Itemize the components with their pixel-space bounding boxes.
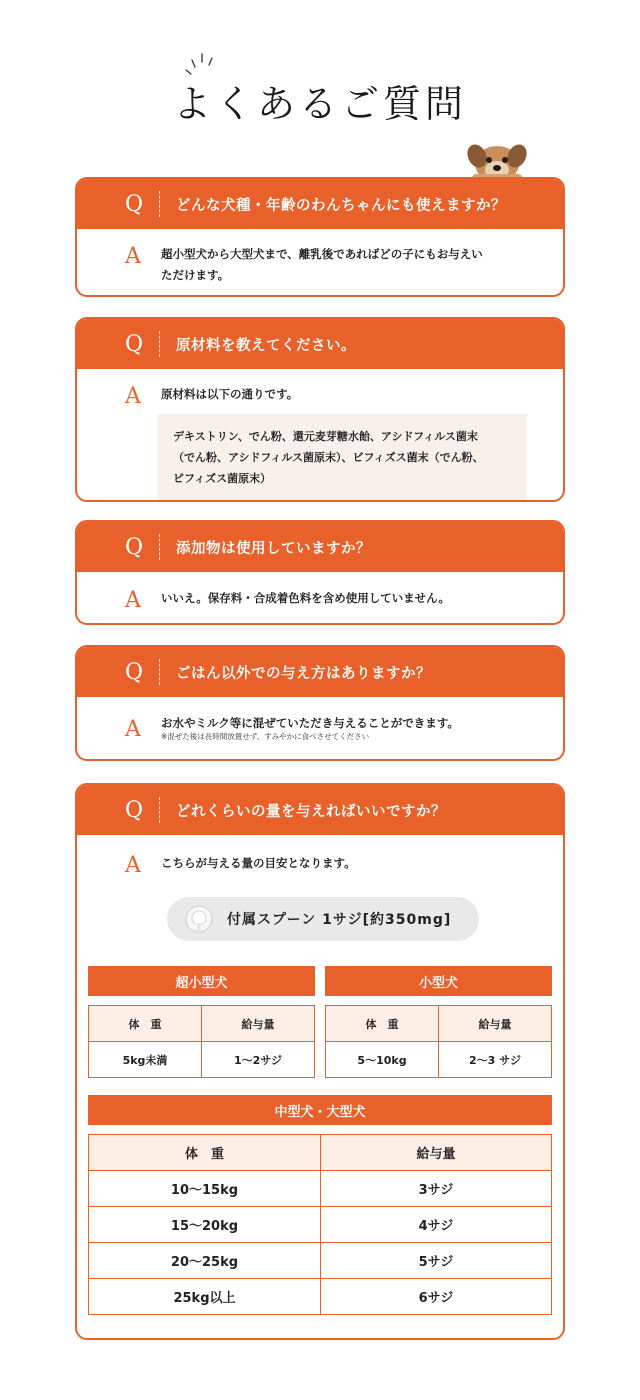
weight-cell: 25kg以上 xyxy=(89,1279,321,1315)
faq-item-3 xyxy=(75,520,565,625)
col-header-amount: 給与量 xyxy=(439,1006,552,1042)
a-label: A xyxy=(125,717,141,742)
answer-row xyxy=(77,853,563,877)
a-label: A xyxy=(125,588,141,613)
answer-row xyxy=(77,713,563,742)
answer-line: ただけます。 xyxy=(161,268,230,282)
page-title: よくあるご質問 xyxy=(172,82,467,126)
feeding-table-medium-large xyxy=(88,1134,552,1315)
divider xyxy=(159,331,160,357)
amount-cell: 1～2サジ xyxy=(202,1042,315,1078)
faq-item-1 xyxy=(75,177,565,297)
a-label: A xyxy=(125,244,141,269)
feeding-table-ultra-small xyxy=(88,1005,315,1078)
table-row xyxy=(89,1207,552,1243)
amount-cell: 5サジ xyxy=(321,1243,552,1279)
a-label: A xyxy=(125,853,141,878)
col-header-amount: 給与量 xyxy=(202,1006,315,1042)
weight-cell: 20～25kg xyxy=(89,1243,321,1279)
q-label: Q xyxy=(125,797,144,823)
faq-item-4 xyxy=(75,645,565,761)
a-label: A xyxy=(125,384,141,409)
answer-text: こちらが与える量の目安となります。 xyxy=(161,856,356,870)
amount-cell: 4サジ xyxy=(321,1207,552,1243)
amount-cell: 2～3 サジ xyxy=(439,1042,552,1078)
ingredients-box xyxy=(157,414,527,501)
faq-item-5 xyxy=(75,783,565,1340)
question-text: どれくらいの量を与えればいいですか？ xyxy=(176,803,446,820)
amount-cell: 6サジ xyxy=(321,1279,552,1315)
table-title-medium-large: 中型犬・大型犬 xyxy=(88,1095,552,1125)
answer-text: いいえ。保存料・合成着色料を含め使用していません。 xyxy=(161,591,450,605)
answer-row xyxy=(77,588,563,612)
feeding-table-small xyxy=(325,1005,552,1078)
q-label: Q xyxy=(125,191,144,217)
col-header-weight: 体 重 xyxy=(326,1006,439,1042)
answer-text: 原材料は以下の通りです。 xyxy=(161,387,299,401)
divider xyxy=(159,191,160,217)
col-header-amount: 給与量 xyxy=(321,1135,552,1171)
q-label: Q xyxy=(125,534,144,560)
question-text: どんな犬種・年齢のわんちゃんにも使えますか？ xyxy=(176,197,506,214)
answer-row xyxy=(77,384,563,408)
question-text: ごはん以外での与え方はありますか？ xyxy=(176,665,431,682)
question-bar[interactable] xyxy=(77,179,563,229)
question-text: 原材料を教えてください。 xyxy=(176,337,356,354)
table-row xyxy=(89,1279,552,1315)
answer-note: ※混ぜた後は長時間放置せず、すみやかに食べさせてください xyxy=(161,732,370,741)
divider xyxy=(159,797,160,823)
question-bar[interactable] xyxy=(77,785,563,835)
divider xyxy=(159,659,160,685)
table-row xyxy=(326,1042,552,1078)
question-bar[interactable] xyxy=(77,647,563,697)
answer-text xyxy=(161,244,483,286)
answer-line: お水やミルク等に混ぜていただき与えることができます。 xyxy=(161,716,459,730)
question-text: 添加物は使用していますか？ xyxy=(176,540,371,557)
answer-row xyxy=(77,244,563,286)
ingredients-line: ビフィズス菌原末） xyxy=(173,472,272,485)
question-bar[interactable] xyxy=(77,319,563,369)
col-header-weight: 体 重 xyxy=(89,1135,321,1171)
ingredients-line: デキストリン、でん粉、還元麦芽糖水飴、アシドフィルス菌末 xyxy=(173,430,478,443)
spoon-icon xyxy=(183,903,215,935)
col-header-weight: 体 重 xyxy=(89,1006,202,1042)
table-title-ultra-small: 超小型犬 xyxy=(88,966,315,996)
table-row xyxy=(89,1042,315,1078)
q-label: Q xyxy=(125,659,144,685)
table-title-small: 小型犬 xyxy=(325,966,552,996)
weight-cell: 10～15kg xyxy=(89,1171,321,1207)
weight-cell: 5kg未満 xyxy=(89,1042,202,1078)
ingredients-line: （でん粉、アシドフィルス菌原末）、ビフィズス菌末（でん粉、 xyxy=(173,451,484,464)
dog-peeking-image xyxy=(462,134,532,182)
spoon-label: 付属スプーン 1サジ[約350mg] xyxy=(227,912,452,928)
question-bar[interactable] xyxy=(77,522,563,572)
table-row xyxy=(89,1243,552,1279)
title-area xyxy=(0,48,640,128)
divider xyxy=(159,534,160,560)
weight-cell: 15～20kg xyxy=(89,1207,321,1243)
faq-item-2 xyxy=(75,317,565,502)
spoon-info-pill xyxy=(167,897,479,941)
amount-cell: 3サジ xyxy=(321,1171,552,1207)
q-label: Q xyxy=(125,331,144,357)
answer-line: 超小型犬から大型犬まで、離乳後であればどの子にもお与えい xyxy=(161,247,483,261)
weight-cell: 5～10kg xyxy=(326,1042,439,1078)
answer-text xyxy=(161,713,459,742)
table-row xyxy=(89,1171,552,1207)
